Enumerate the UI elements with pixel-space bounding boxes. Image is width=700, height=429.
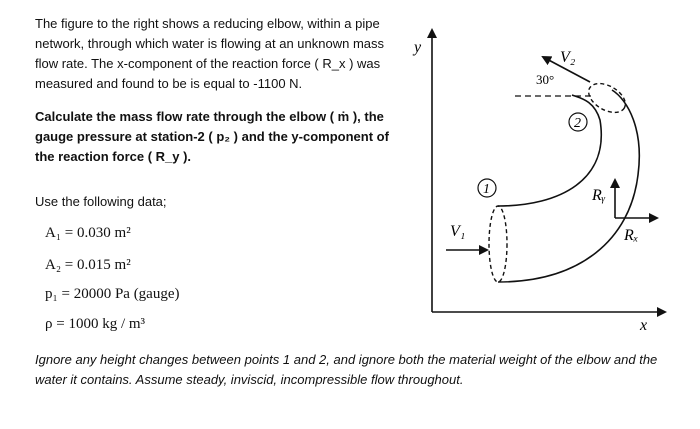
rx-label: Rₓ [624, 227, 639, 244]
problem-intro: The figure to the right shows a reducing elbow, within a pipe network, through which water is flowing at an unknown mass flow rate. The x-component of the reaction force ( R_x ) was measured and found to be is equal to -1100 N. [35, 16, 385, 91]
inlet-section [489, 206, 507, 282]
station-2-label: 2 [574, 116, 581, 131]
elbow-inner-wall [498, 95, 601, 206]
outlet-section [584, 78, 631, 119]
problem-task: Calculate the mass flow rate through the elbow ( ṁ ), the gauge pressure at station-2 ( p₂ ) and the y-component of the reaction force ( R_y ). [35, 109, 389, 164]
data-density: ρ = 1000 kg / m³ [45, 316, 146, 332]
v1-label: V₁ [450, 223, 466, 240]
x-axis-label: x [640, 317, 648, 334]
angle-label: 30° [536, 72, 555, 87]
assumptions-note: Ignore any height changes between points 1 and 2, and ignore both the material weight of the elbow and the water it contains. Assume steady, inviscid, incompressible flow throughout. [35, 352, 658, 387]
v2-label: V₂ [560, 49, 576, 66]
data-area-1: A₁ = 0.030 m² [45, 225, 131, 241]
y-axis-label: y [414, 39, 422, 56]
data-intro: Use the following data; [35, 194, 167, 209]
data-area-2: A₂ = 0.015 m² [45, 257, 131, 273]
ry-label: Rᵧ [592, 187, 606, 204]
data-pressure-1: p₁ = 20000 Pa (gauge) [45, 286, 180, 302]
elbow-outer-wall [498, 90, 639, 282]
station-1-label: 1 [483, 182, 490, 197]
